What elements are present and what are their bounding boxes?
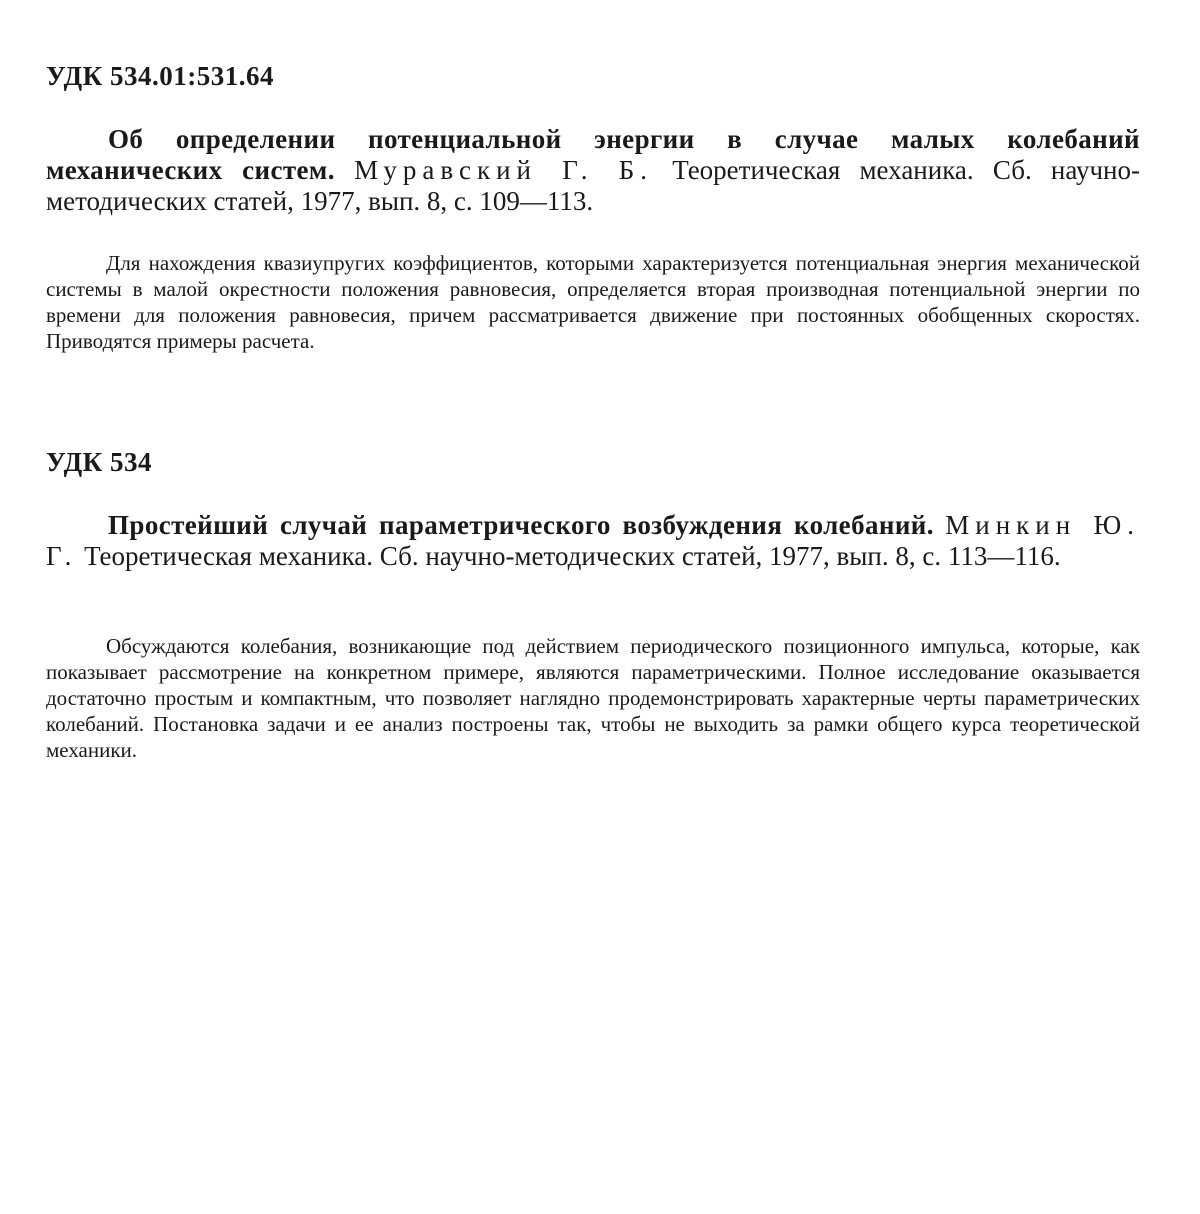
article-author: Муравский Г. Б. (354, 155, 654, 185)
article-author: Минкин Ю. Г. (46, 510, 1140, 571)
udc-code: УДК 534 (46, 447, 152, 477)
citation (46, 510, 1140, 572)
article-abstract: Обсуждаются колебания, возникающие под действием периодического позиционного импульса, которые, как показывает рассмотрение на конкретном примере, являются параметрическими. Полное исследование оказывается достаточно простым и компактным, что позволяет наглядно продемонстрировать характерные черты параметрических колебаний. Постановка задачи и ее анализ построены так, чтобы не выходить за рамки общего курса теоретической механики. (46, 634, 1140, 762)
article-title: Об определении потенциальной энергии в случае малых колебаний механических систем. (46, 124, 1140, 185)
article-source: Теоретическая механика. Сб. научно-методических статей, 1977, вып. 8, с. 113—116. (84, 541, 1061, 571)
citation (46, 124, 1140, 217)
article-title: Простейший случай параметрического возбуждения колебаний. (108, 510, 934, 540)
udc-code: УДК 534.01:531.64 (46, 61, 274, 91)
article-abstract: Для нахождения квазиупругих коэффициентов, которыми характеризуется потенциальная энергия механической системы в малой окрестности положения равновесия, определяется вторая производная потенциальной энергии по времени для положения равновесия, причем рассматривается движение при постоянных обобщенных скоростях. Приводятся примеры расчета. (46, 251, 1140, 353)
article-source: Теоретическая механика. Сб. научно-методических статей, 1977, вып. 8, с. 109—113. (46, 155, 1140, 216)
